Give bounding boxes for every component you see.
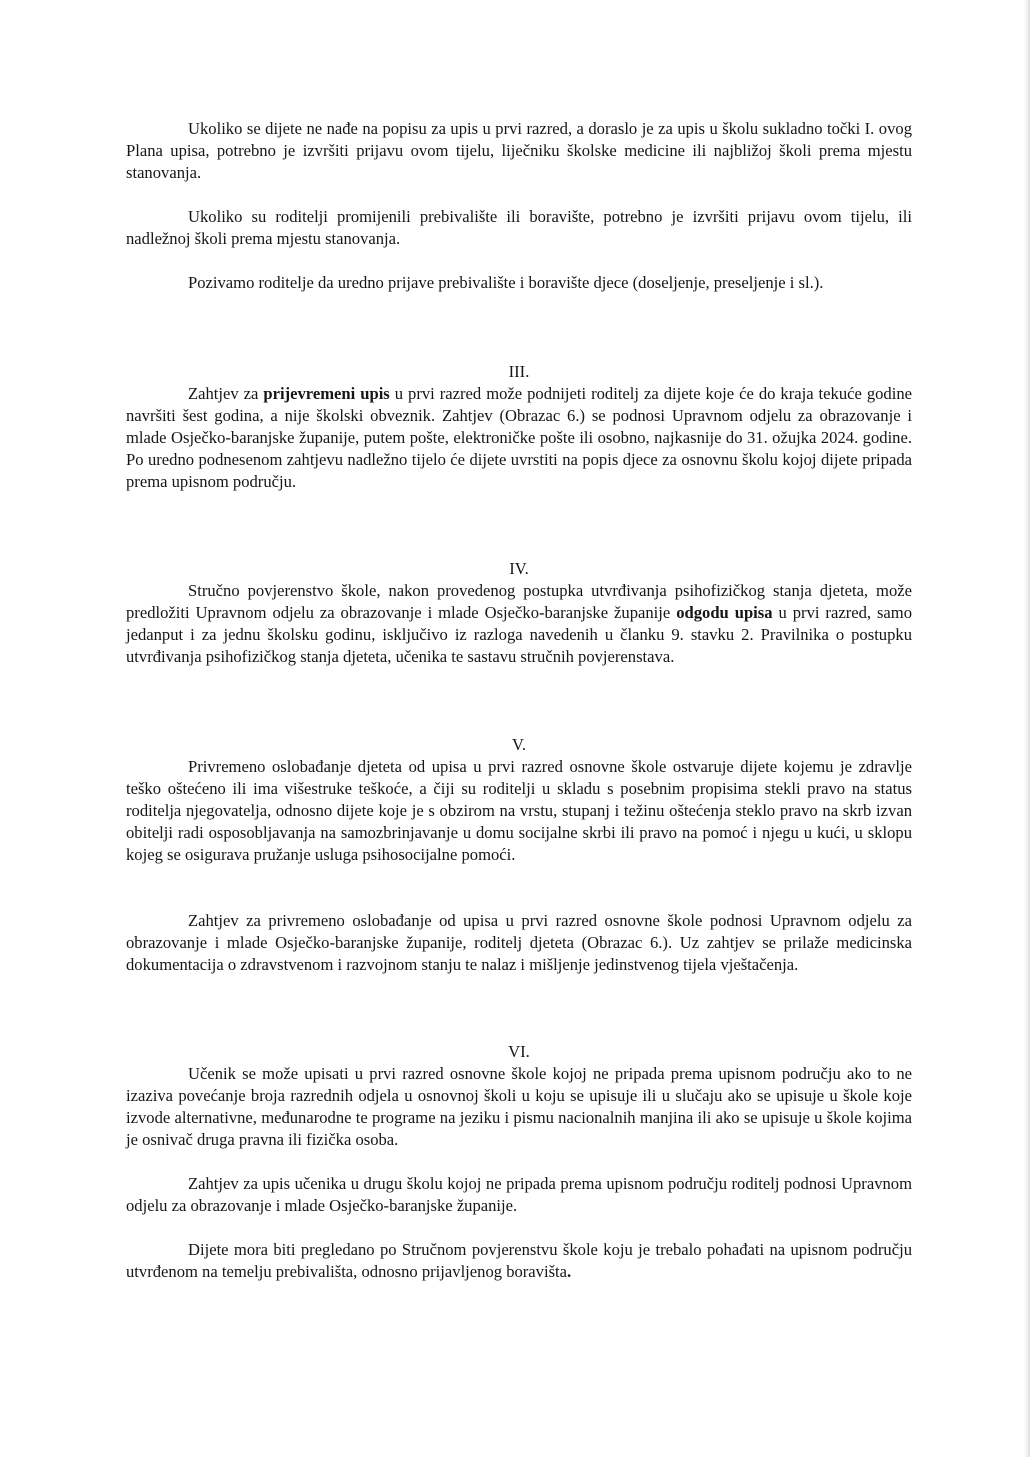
paragraph-other-school-request: Zahtjev za upis učenika u drugu školu kojoj ne pripada prema upisnom području roditelj podnosi Upravnom odjelu za obrazovanje i mlade Osječko-baranjske županije. <box>126 1174 912 1215</box>
section-heading-vi: VI. <box>508 1042 530 1061</box>
text-segment: u prvi razred može podnijeti roditelj za dijete koje će do kraja tekuće godine navršiti šest godina, a nije školski obveznik. Zahtjev (Obrazac 6.) se podnosi Upravnom odjelu za obrazovanje i mlade Osječko-baranjske županije, putem pošte, elektroničke pošte ili osobno, najkasnije do 31. ožujka 2024. godine. Po uredno podnesenom zahtjevu nadležno tijelo će dijete uvrstiti na popis djece za osnovnu školu kojoj dijete pripada prema upisnom području. <box>126 384 912 491</box>
text-segment: Stručno povjerenstvo škole, nakon provedenog postupka utvrđivanja psihofizičkog stanja djeteta, može predložiti Upravnom odjelu za obrazovanje i mlade Osječko-baranjske županije <box>126 581 912 622</box>
paragraph-early-enrolment <box>126 383 912 493</box>
paragraph-register-residence: Pozivamo roditelje da uredno prijave prebivalište i boravište djece (doseljenje, preseljenje i sl.). <box>188 273 824 292</box>
paragraph-temporary-exemption: Privremeno oslobađanje djeteta od upisa u prvi razred osnovne škole ostvaruje dijete kojemu je zdravlje teško oštećeno ili ima višestruke teškoće, a čiji su roditelji u skladu s posebnim propisima stekli pravo na status roditelja njegovatelja, odnosno dijete koje je s obzirom na vrstu, stupanj i težinu oštećenja steklo pravo na skrb izvan obitelji radi osposobljavanja na samozbrinjavanje u domu socijalne skrbi ili pravo na pomoć i njegu u kući, u sklopu kojeg se osigurava pružanje usluga psihosocijalne pomoći. <box>126 757 912 864</box>
bold-term-early-enrolment: prijevremeni upis <box>263 384 390 403</box>
paragraph-unlisted-child: Ukoliko se dijete ne nađe na popisu za upis u prvi razred, a doraslo je za upis u školu sukladno točki I. ovog Plana upisa, potrebno je izvršiti prijavu ovom tijelu, liječniku školske medicine ili najbližoj školi prema mjestu stanovanja. <box>126 119 912 182</box>
paragraph-exemption-request: Zahtjev za privremeno oslobađanje od upisa u prvi razred osnovne škole podnosi Upravnom odjelu za obrazovanje i mlade Osječko-baranjske županije, roditelj djeteta (Obrazac 6.). Uz zahtjev se prilaže medicinska dokumentacija o zdravstvenom i razvojnom stanju te nalaz i mišljenje jedinstvenog tijela vještačenja. <box>126 911 912 974</box>
section-heading-iii: III. <box>508 362 530 381</box>
paragraph-residence-change: Ukoliko su roditelji promijenili prebivalište ili boravište, potrebno je izvršiti prijavu ovom tijelu, ili nadležnoj školi prema mjestu stanovanja. <box>126 207 912 248</box>
paragraph-examination <box>126 1239 912 1283</box>
scan-edge <box>1024 0 1030 1457</box>
paragraph-other-school: Učenik se može upisati u prvi razred osnovne škole kojoj ne pripada prema upisnom području ako to ne izaziva povećanje broja razrednih odjela u osnovnoj školi u koju se upisuje ili u slučaju ako se upisuje u škole koje izvode alternativne, međunarodne te programe na jeziku i pismu nacionalnih manjina ili ako se upisuje u škole kojima je osnivač druga pravna ili fizička osoba. <box>126 1064 912 1149</box>
bold-period: . <box>567 1262 572 1281</box>
section-heading-v: V. <box>512 735 526 754</box>
bold-term-postponement: odgodu upisa <box>676 603 773 622</box>
paragraph-enrolment-postponement <box>126 580 912 668</box>
text-segment: Zahtjev za <box>188 384 259 403</box>
section-heading-iv: IV. <box>509 559 529 578</box>
text-segment: u prvi razred, samo jedanput i za jednu školsku godinu, isključivo iz razloga navedenih u članku 9. stavku 2. Pravilnika o postupku utvrđivanja psihofizičkog stanja djeteta, učenika te sastavu stručnih povjerenstava. <box>126 603 912 666</box>
text-segment: Dijete mora biti pregledano po Stručnom povjerenstvu škole koju je trebalo pohađati na upisnom području utvrđenom na temelju prebivališta, odnosno prijavljenog boravišta <box>126 1240 912 1281</box>
